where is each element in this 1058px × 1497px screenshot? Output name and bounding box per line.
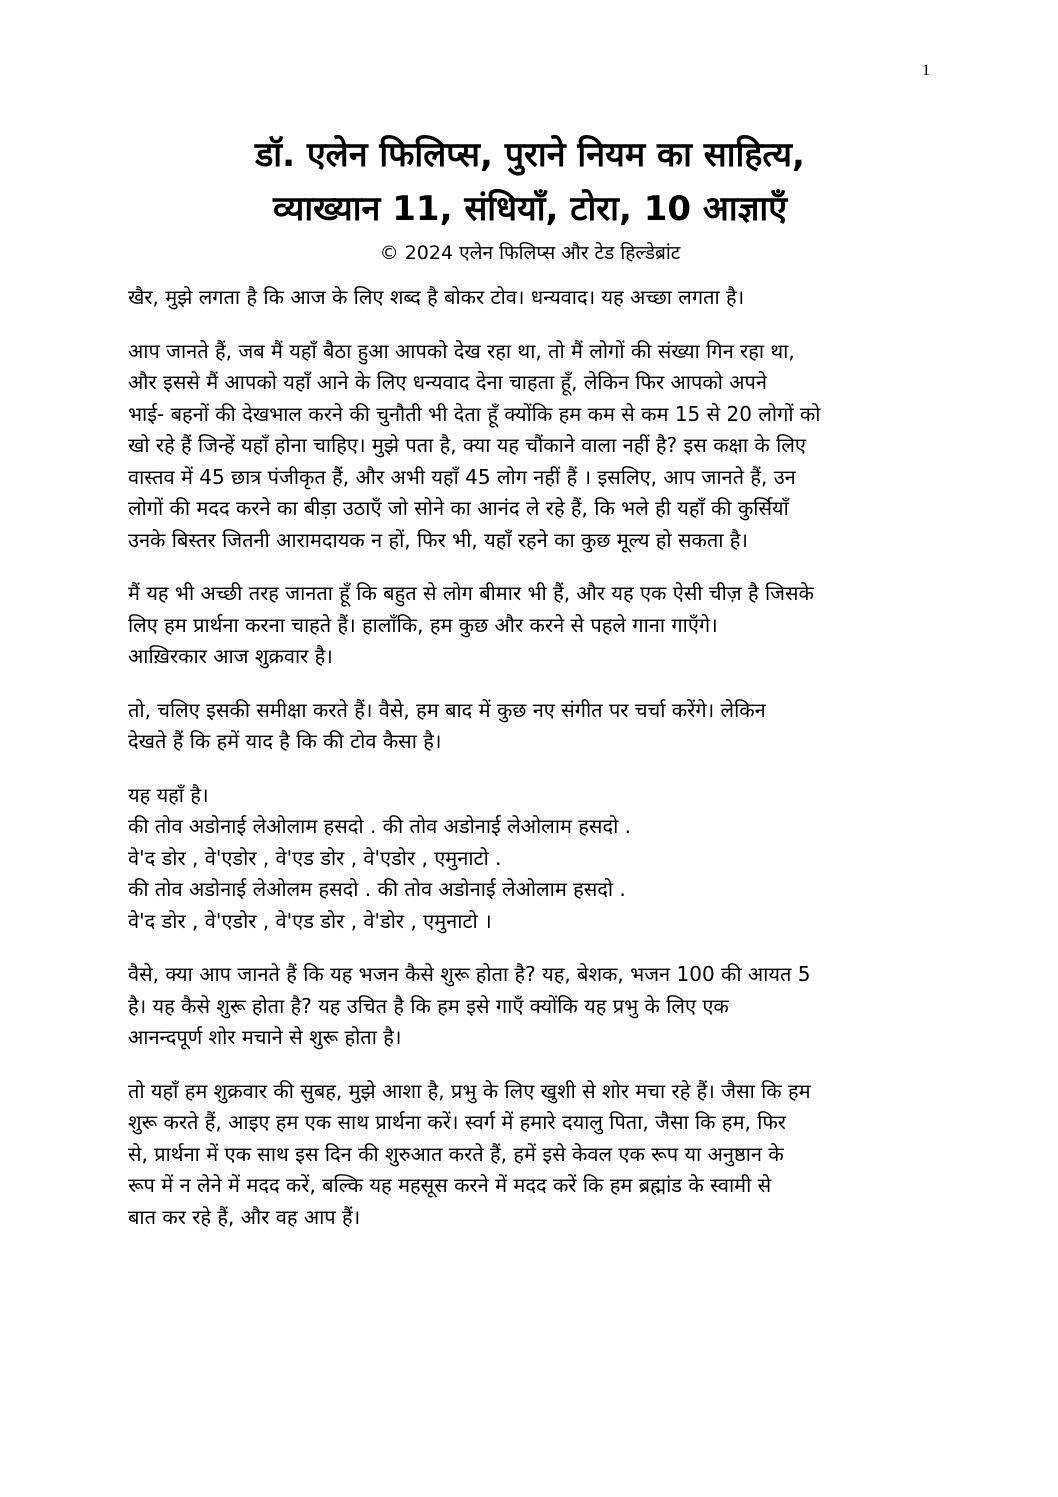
document-body xyxy=(128,282,932,1255)
paragraph xyxy=(128,578,932,673)
text-line: देखते हैं कि हमें याद है कि की टोव कैसा है। xyxy=(128,729,442,753)
text-line: लोगों की मदद करने का बीड़ा उठाएँ जो सोने का आनंद ले रहे हैं, कि भले ही यहाँ की कुर्सियाँ xyxy=(128,496,789,520)
text-line: खो रहे हैं जिन्हें यहाँ होना चाहिए। मुझे पता है, क्या यह चौंकाने वाला नहीं है? इस कक्षा के लिए xyxy=(128,433,806,457)
document-header xyxy=(128,128,932,266)
text-line: की तोव अडोनाई लेओलाम हसदो . की तोव अडोनाई लेओलाम हसदो . xyxy=(128,814,631,838)
text-line: आप जानते हैं, जब मैं यहाँ बैठा हुआ आपको देख रहा था, तो मैं लोगों की संख्या गिन रहा था, xyxy=(128,338,795,363)
paragraph xyxy=(128,282,932,314)
paragraph xyxy=(128,695,932,758)
text-line: तो यहाँ हम शुक्रवार की सुबह, मुझे आशा है, प्रभु के लिए खुशी से शोर मचा रहे हैं। जैसा कि हम xyxy=(128,1078,811,1103)
text-line: तो, चलिए इसकी समीक्षा करते हैं। वैसे, हम बाद में कुछ नए संगीत पर चर्चा करेंगे। लेकिन xyxy=(128,697,766,722)
paragraph xyxy=(128,780,932,938)
text-line: भाई- बहनों की देखभाल करने की चुनौती भी देता हूँ क्योंकि हम कम से कम 15 से 20 लोगों को xyxy=(128,401,821,426)
text-line: लिए हम प्रार्थना करना चाहते हैं। हालाँकि, हम कुछ और करने से पहले गाना गाएँगे। xyxy=(128,612,718,637)
text-line: वास्तव में 45 छात्र पंजीकृत हैं, और अभी यहाँ 45 लोग नहीं हैं । इसलिए, आप जानते हैं, उन xyxy=(128,464,796,489)
text-line: खैर, मुझे लगता है कि आज के लिए शब्द है बोकर टोव। धन्यवाद। यह अच्छा लगता है। xyxy=(128,285,745,309)
text-line: मैं यह भी अच्छी तरह जानता हूँ कि बहुत से लोग बीमार भी हैं, और यह एक ऐसी चीज़ है जिसके xyxy=(128,581,814,605)
paragraph xyxy=(128,959,932,1054)
copyright-notice: © 2024 एलेन फिलिप्स और टेड हिल्डेब्रांट xyxy=(379,242,681,264)
text-line: वे'द डोर , वे'एडोर , वे'एड डोर , वे'डोर , एमुनाटो । xyxy=(128,908,492,933)
paragraph xyxy=(128,1076,932,1234)
text-line: रूप में न लेने में मदद करें, बल्कि यह महसूस करने में मदद करें कि हम ब्रह्मांड के स्वामी से xyxy=(128,1173,772,1197)
title-line: व्याख्यान 11, संधियाँ, टोरा, 10 आज्ञाएँ xyxy=(272,189,788,229)
text-line: और इससे मैं आपको यहाँ आने के लिए धन्यवाद देना चाहता हूँ, लेकिन फिर आपको अपने xyxy=(128,370,767,394)
paragraph xyxy=(128,336,932,557)
page-number: 1 xyxy=(922,62,930,79)
text-line: से, प्रार्थना में एक साथ इस दिन की शुरुआत करते हैं, हमें इसे केवल एक रूप या अनुष्ठान के xyxy=(128,1141,784,1166)
text-line: यह यहाँ है। xyxy=(128,782,209,807)
text-line: शुरू करते हैं, आइए हम एक साथ प्रार्थना करें। स्वर्ग में हमारे दयालु पिता, जैसा कि हम, फिर xyxy=(128,1110,786,1134)
document-title xyxy=(128,128,932,236)
text-line: उनके बिस्तर जितनी आरामदायक न हों, फिर भी, यहाँ रहने का कुछ मूल्य हो सकता है। xyxy=(128,527,748,552)
text-line: है। यह कैसे शुरू होता है? यह उचित है कि हम इसे गाएँ क्योंकि यह प्रभु के लिए एक xyxy=(128,993,729,1018)
text-line: वैसे, क्या आप जानते हैं कि यह भजन कैसे शुरू होता है? यह, बेशक, भजन 100 की आयत 5 xyxy=(128,962,811,986)
text-line: वे'द डोर , वे'एडोर , वे'एड डोर , वे'एडोर , एमुनाटो . xyxy=(128,845,502,870)
text-line: बात कर रहे हैं, और वह आप हैं। xyxy=(128,1204,361,1229)
text-line: आनन्दपूर्ण शोर मचाने से शुरू होता है। xyxy=(128,1025,402,1049)
text-line: आख़िरकार आज शुक्रवार है। xyxy=(128,644,333,668)
text-line: की तोव अडोनाई लेओलम हसदो . की तोव अडोनाई लेओलाम हसदो . xyxy=(128,877,626,901)
title-line: डॉ. एलेन फिलिप्स, पुराने नियम का साहित्य, xyxy=(255,135,805,175)
